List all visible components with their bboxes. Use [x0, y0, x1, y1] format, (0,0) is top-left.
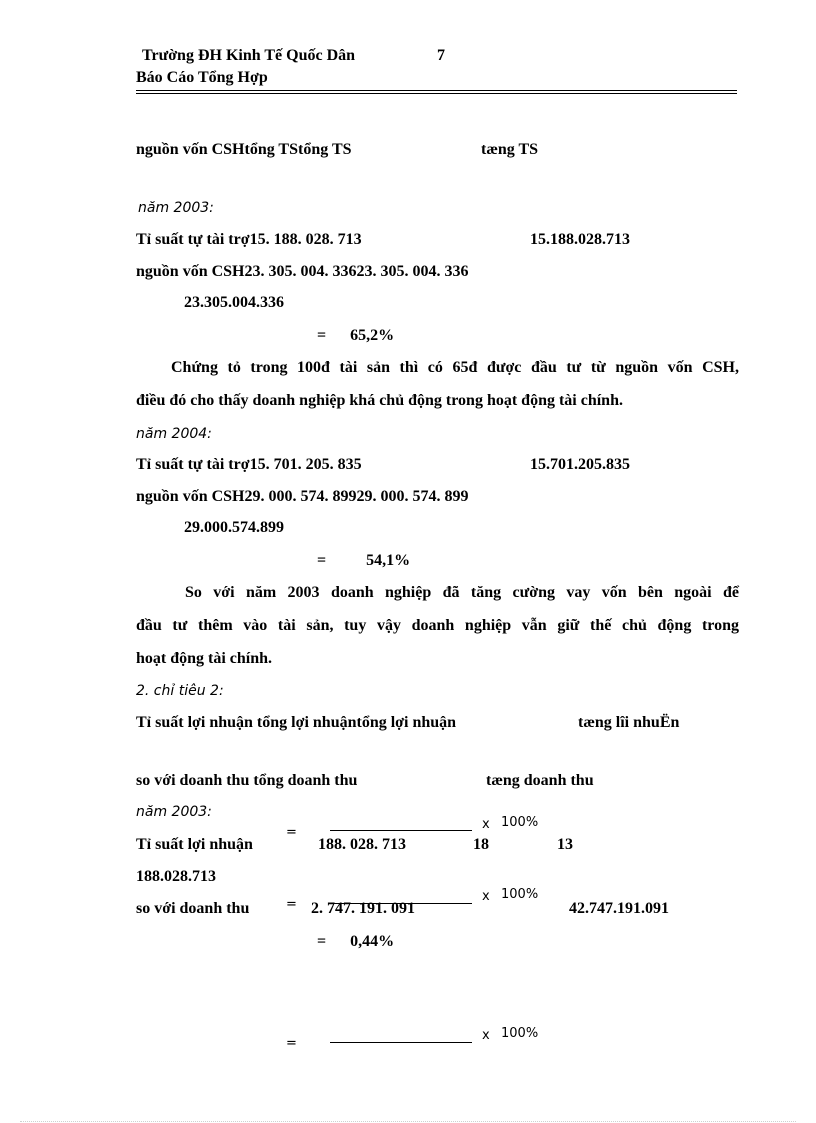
revenue-ratio-label: so với doanh thu [136, 900, 250, 917]
year-2004-label: năm 2004: [136, 426, 212, 442]
paragraph-2003-line-2: điều đó cho thấy doanh nghiệp khá chủ động trong hoạt động tài chính. [136, 392, 623, 409]
total-assets-2004: 29.000.574.899 [184, 519, 284, 536]
formula-1-fraction-bar [330, 830, 472, 831]
page-bottom-border [20, 1121, 796, 1122]
formula-2-percent: 100% [501, 887, 539, 902]
paragraph-2004-line-2: đầu tư thêm vào tài sản, tuy vậy doanh nghiệp vẫn giữ thế chủ động trong [136, 617, 739, 634]
header-page-number: 7 [437, 47, 445, 64]
equity-line-2003: nguồn vốn CSH23. 305. 004. 33623. 305. 004. 336 [136, 263, 469, 280]
formula-3-percent: 100% [501, 1026, 539, 1041]
paragraph-2004-line-1: So với năm 2003 doanh nghiệp đã tăng cường vay vốn bên ngoài để [185, 584, 739, 601]
paragraph-2003-line-1: Chứng tỏ trong 100đ tài sản thì có 65đ được đầu tư từ nguồn vốn CSH, [171, 359, 739, 376]
header-report-title: Báo Cáo Tổng Hợp [136, 69, 268, 86]
profit-ratio-result-2003: = 0,44% [317, 933, 395, 950]
paragraph-2004-line-3: hoạt động tài chính. [136, 650, 273, 667]
formula-2-equals: = [286, 897, 297, 912]
ratio-result-2004: = 54,1% [317, 552, 411, 569]
formula-1-times: x [482, 817, 490, 832]
profit-value-2003-b: 188.028.713 [136, 868, 216, 885]
total-profit-label: tæng lîi nhuËn [578, 714, 680, 731]
line-equity-total-assets: nguồn vốn CSHtổng TStổng TS [136, 141, 352, 158]
formula-3-equals: = [286, 1036, 297, 1051]
revenue-value-2003: 42.747.191.091 [569, 900, 669, 917]
profit-value-2003: 188. 028. 713 [318, 836, 406, 853]
revenue-line: so với doanh thu tổng doanh thu [136, 772, 358, 789]
formula-1-equals: = [286, 825, 297, 840]
equity-2004-value: 15.701.205.835 [530, 456, 630, 473]
formula-3-times: x [482, 1028, 490, 1043]
header-rule-top [136, 90, 737, 91]
formula-3-fraction-bar [330, 1042, 472, 1043]
profit-fragment-2: 13 [557, 836, 573, 853]
line-total-assets-label: tæng TS [481, 141, 539, 158]
profit-fragment-1: 18 [473, 836, 489, 853]
self-financing-ratio-2003: Tỉ suất tự tài trợ15. 188. 028. 713 [136, 231, 362, 248]
header-school: Trường ĐH Kinh Tế Quốc Dân [142, 47, 356, 64]
total-revenue-label: tæng doanh thu [486, 772, 594, 789]
year-2003-label-2: năm 2003: [136, 804, 212, 820]
ratio-result-2003: = 65,2% [317, 327, 395, 344]
formula-2-times: x [482, 889, 490, 904]
self-financing-ratio-2004: Tỉ suất tự tài trợ15. 701. 205. 835 [136, 456, 362, 473]
profit-ratio-label: Tỉ suất lợi nhuận [136, 836, 253, 853]
profit-ratio-line: Tỉ suất lợi nhuận tổng lợi nhuậntổng lợi nhuận [136, 714, 457, 731]
equity-line-2004: nguồn vốn CSH29. 000. 574. 89929. 000. 574. 899 [136, 488, 469, 505]
revenue-value-fragment: 2. 747. 191. 091 [311, 900, 415, 917]
total-assets-2003: 23.305.004.336 [184, 294, 284, 311]
formula-1-percent: 100% [501, 815, 539, 830]
equity-2003-value: 15.188.028.713 [530, 231, 630, 248]
indicator-2-heading: 2. chỉ tiêu 2: [136, 683, 224, 699]
header-rule-bottom [136, 93, 737, 94]
year-2003-label: năm 2003: [138, 200, 214, 216]
